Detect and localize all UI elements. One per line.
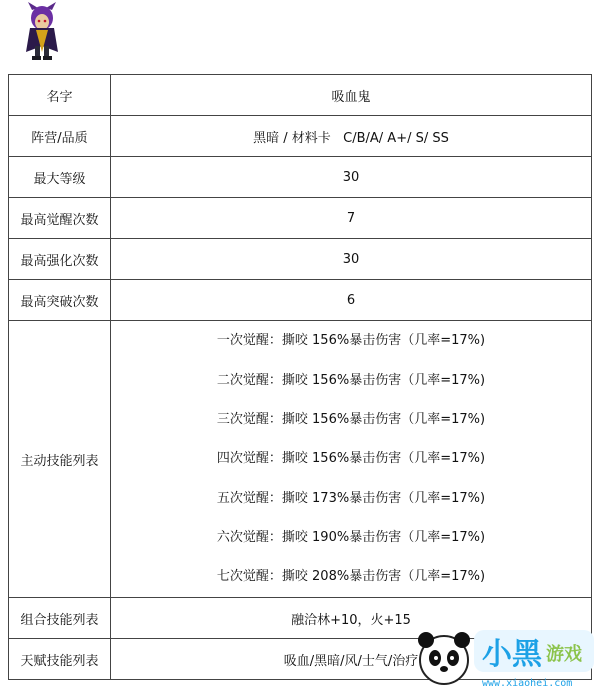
row-label: 最高强化次数: [9, 239, 111, 280]
row-value: 黑暗 / 材料卡 C/B/A/ A+/ S/ SS: [111, 116, 592, 157]
row-label: 天赋技能列表: [9, 639, 111, 680]
row-max-breakthrough: [9, 280, 592, 321]
skill-line: 七次觉醒：撕咬 208%暴击伤害（几率=17%): [216, 569, 486, 585]
row-value: 6: [111, 280, 592, 321]
row-label: 名字: [9, 75, 111, 116]
row-value: 吸血/黑暗/风/士气/治疗: [111, 639, 592, 680]
row-label: 最高觉醒次数: [9, 198, 111, 239]
active-skill-list: [111, 321, 592, 598]
row-value: 融洽林+10，火+15: [111, 598, 592, 639]
row-value: 7: [111, 198, 592, 239]
row-value: 30: [111, 239, 592, 280]
row-value: 吸血鬼: [111, 75, 592, 116]
row-label: 最大等级: [9, 157, 111, 198]
row-label: 阵营/品质: [9, 116, 111, 157]
skill-line: 四次觉醒：撕咬 156%暴击伤害（几率=17%): [216, 451, 486, 467]
row-max-enhance: [9, 239, 592, 280]
skill-line: 二次觉醒：撕咬 156%暴击伤害（几率=17%): [216, 372, 486, 388]
vampire-avatar: [18, 2, 66, 62]
skill-line: 三次觉醒：撕咬 156%暴击伤害（几率=17%): [216, 412, 486, 428]
skill-line: 五次觉醒：撕咬 173%暴击伤害（几率=17%): [216, 490, 486, 506]
row-max-level: [9, 157, 592, 198]
svg-text:www.xiaohei.com: www.xiaohei.com: [482, 678, 573, 689]
row-label: 主动技能列表: [9, 321, 111, 598]
skill-line: 一次觉醒：撕咬 156%暴击伤害（几率=17%): [216, 333, 486, 349]
row-faction-quality: [9, 116, 592, 157]
site-watermark-logo: [410, 624, 600, 694]
row-label: 组合技能列表: [9, 598, 111, 639]
row-value: 30: [111, 157, 592, 198]
character-info-table: [8, 74, 592, 680]
row-max-awaken: [9, 198, 592, 239]
row-name: [9, 75, 592, 116]
svg-text:游戏: 游戏: [546, 644, 582, 665]
svg-text:小黑: 小黑: [482, 637, 542, 672]
skill-line: 六次觉醒：撕咬 190%暴击伤害（几率=17%): [216, 529, 486, 545]
row-active-skills: [9, 321, 592, 598]
row-label: 最高突破次数: [9, 280, 111, 321]
